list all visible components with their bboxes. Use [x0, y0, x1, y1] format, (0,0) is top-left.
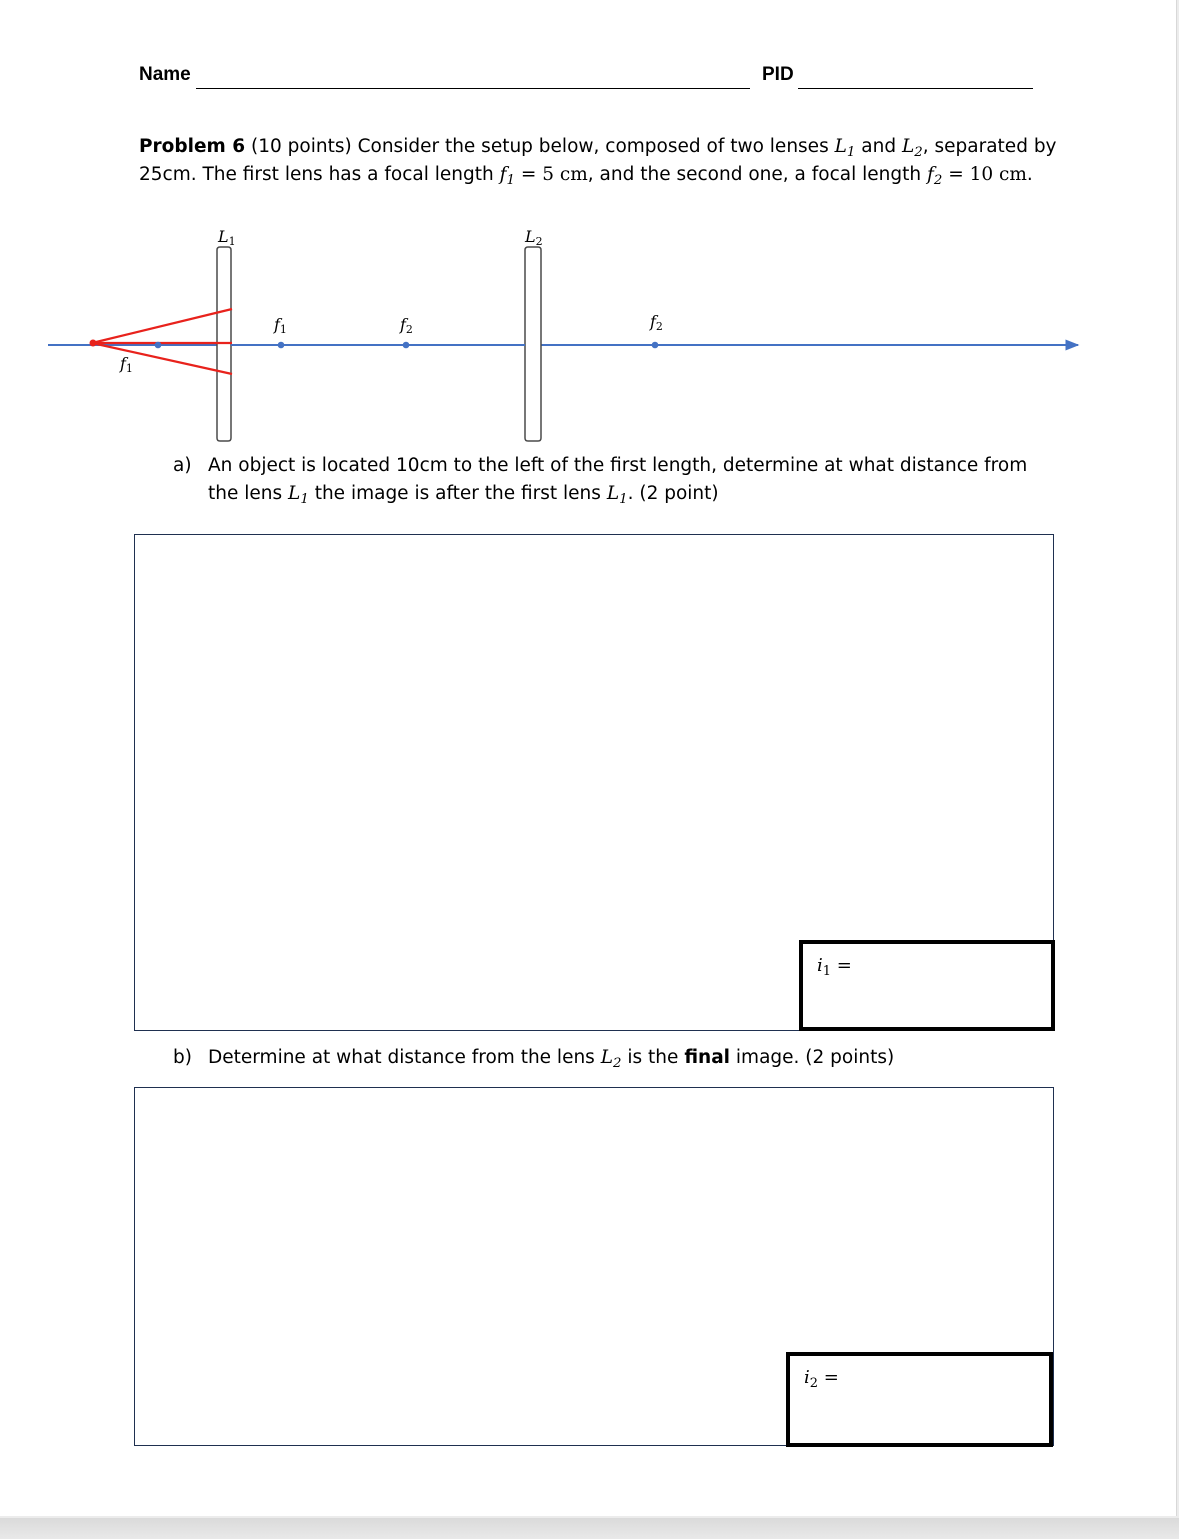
focal-point-f1-right [278, 342, 285, 349]
problem-intro: Consider the setup below, composed of two lenses [357, 136, 829, 157]
part-a-line-1: An object is located 10cm to the left of the first length, determine at what distance from [208, 455, 1028, 476]
focal-point-f1-left [155, 342, 162, 349]
lens-1-label: L1 [218, 227, 236, 248]
lens1-symbol: $L_1$ [834, 136, 856, 160]
problem-number: Problem 6 [139, 136, 246, 157]
ray-lower [92, 343, 232, 374]
second-lens-text: , and the second one, a focal length [587, 164, 922, 185]
lens-diagram [0, 0, 1176, 460]
viewer-bottom-bar [0, 1518, 1179, 1539]
part-a-marker: a) [173, 455, 192, 476]
ray-upper [92, 309, 232, 343]
focal-f1-right-label: f1 [274, 315, 287, 336]
focal-f2-left-label: f2 [400, 315, 413, 336]
lens-2-label: L2 [525, 227, 543, 248]
focal-f2-right-label: f2 [650, 312, 663, 333]
focal-point-f2-left [403, 342, 410, 349]
object-point [90, 340, 97, 347]
and-word: and [861, 136, 897, 157]
part-a-lens-symbol: $L_1$ [288, 483, 309, 507]
part-b-result-label: $i_2$ = [804, 1367, 839, 1391]
part-a-line-2: the lens $L_1$ the image is after the first lens $L_1$. (2 point) [208, 483, 719, 507]
lens2-symbol: $L_2$ [901, 136, 923, 160]
problem-points: (10 points) [251, 136, 352, 157]
part-b-text: Determine at what distance from the lens $L_2$ is the final image. (2 points) [208, 1047, 895, 1071]
part-a-result-box[interactable] [799, 940, 1055, 1031]
focal-point-f2-right [652, 342, 659, 349]
part-a-result-label: $i_1$ = [817, 955, 852, 979]
separated-by: , separated by [922, 136, 1057, 157]
problem-line-2: 25cm. The first lens has a focal length $f_1 = 5$ cm, and the second one, a focal length $f_2 = 10$ cm. [139, 164, 1033, 188]
part-a-lens-symbol-2: $L_1$ [606, 483, 628, 507]
final-word: final [684, 1047, 731, 1068]
f1-value: = 5 cm [520, 164, 588, 185]
pid-label: PID [762, 64, 794, 85]
part-b-marker: b) [173, 1047, 192, 1068]
lens-2-shape [525, 247, 541, 441]
part-b-lens-symbol: $L_2$ [600, 1047, 622, 1071]
name-label: Name [139, 64, 191, 85]
f1-symbol: $f_1$ [499, 164, 515, 188]
f2-symbol: $f_2$ [926, 164, 943, 188]
focal-f1-left-label: f1 [120, 354, 133, 375]
first-lens-text: 25cm. The first lens has a focal length [139, 164, 494, 185]
f2-value: = 10 cm [948, 164, 1027, 185]
